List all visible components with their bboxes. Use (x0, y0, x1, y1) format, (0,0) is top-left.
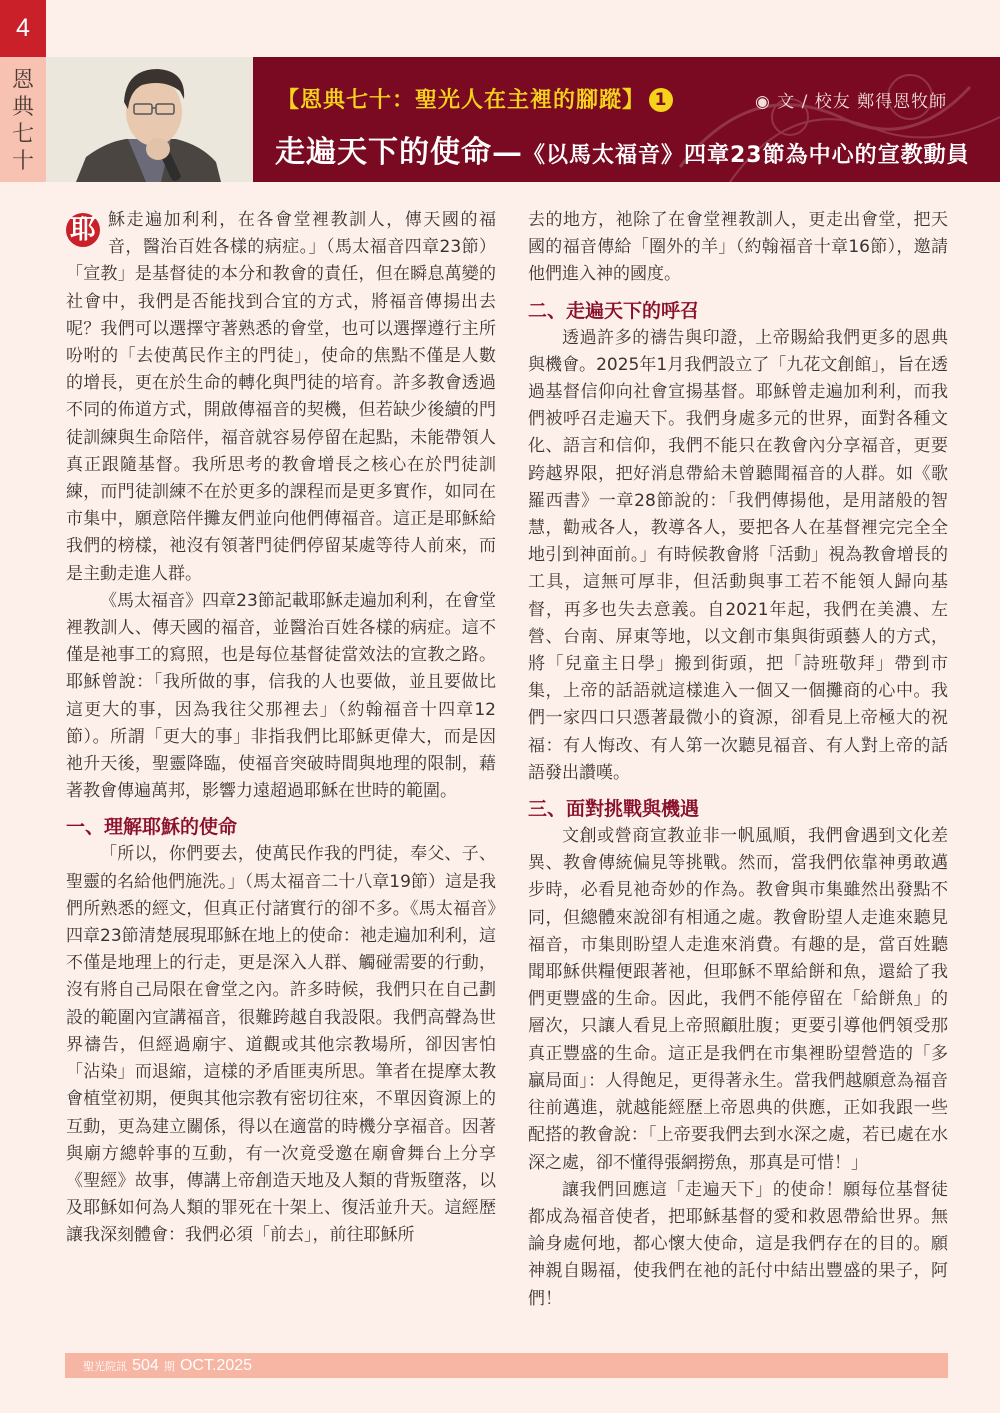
side-tab-char: 七 (11, 122, 34, 147)
side-tab-char: 典 (11, 95, 34, 120)
intro-paragraph (66, 207, 496, 588)
side-tab-char: 十 (11, 149, 34, 174)
paragraph-2: 《馬太福音》四章23節記載耶穌走遍加利利，在會堂裡教訓人、傳天國的福音，並醫治百姓各樣的病症。這不僅是祂事工的寫照，也是每位基督徒當效法的宣教之路。耶穌曾說：「我所做的事，信我的人也要做，並且要做比這更大的事，因為我往父那裡去」（約翰福音十四章12節）。所謂「更大的事」非指我們比耶穌更偉大，而是因祂升天後，聖靈降臨，使福音突破時間與地理的限制，藉著教會傳遍萬邦，影響力遠超過耶穌在世時的範圍。 (66, 590, 496, 802)
article-title-main: 走遍天下的使命— (275, 135, 523, 170)
side-tab-char: 恩 (11, 68, 34, 93)
section-side-tab (0, 57, 46, 182)
section-2-paragraph: 透過許多的禱告與印證，上帝賜給我們更多的恩典與機會。2025年1月我們設立了「九花文創館」，旨在透過基督信仰向社會宣揚基督。耶穌曾走遍加利利，而我們被呼召走遍天下。我們身處多元的世界，面對各種文化、語言和信仰，我們不能只在教會內分享福音，更要跨越界限，把好消息帶給未曾聽聞福音的人群。如《歌羅西書》一章28節說的：「我們傳揚他，是用諸般的智慧，勸戒各人，教導各人，要把各人在基督裡完完全全地引到神面前。」有時候教會將「活動」視為教會增長的工具，這無可厚非，但活動與事工若不能領人歸向基督，再多也失去意義。自2021年起，我們在美濃、左營、台南、屏東等地，以文創市集與街頭藝人的方式，將「兒童主日學」搬到街頭，把「詩班敬拜」帶到市集，上帝的話語就這樣進入一個又一個攤商的心中。我們一家四口只憑著最微小的資源，卻看見上帝極大的祝福：有人悔改、有人第一次聽見福音、有人對上帝的話語發出讚嘆。 (528, 327, 948, 783)
title-banner (253, 57, 1000, 182)
section-3-heading: 三、面對挑戰與機遇 (528, 798, 700, 821)
intro-text: 穌走遍加利利，在各會堂裡教訓人，傳天國的福音，醫治百姓各樣的病症。」（馬太福音四章23節）「宣教」是基督徒的本分和教會的責任，但在瞬息萬變的社會中，我們是否能找到合宜的方式，將福音傳揚出去呢？我們可以選擇守著熟悉的會堂，也可以選擇遵行主所吩咐的「去使萬民作主的門徒」，使命的焦點不僅是人數的增長，更在於生命的轉化與門徒的培育。許多教會透過不同的佈道方式，開啟傳福音的契機，但若缺少後續的門徒訓練與生命陪伴，福音就容易停留在起點，未能帶領人真正跟隨基督。我所思考的教會增長之核心在於門徒訓練，而門徒訓練不在於更多的課程而是更多實作，如同在市集中，願意陪伴攤友們並向他們傳福音。這正是耶穌給我們的榜樣，祂沒有領著門徒們停留某處等待人前來，而是主動走進人群。 (66, 210, 496, 584)
series-title (277, 83, 673, 114)
footer-bar (65, 1353, 948, 1378)
article-title (275, 127, 970, 171)
section-1-heading: 一、理解耶穌的使命 (66, 816, 238, 839)
page-number (0, 0, 46, 57)
section-1-continued: 去的地方，祂除了在會堂裡教訓人，更走出會堂，把天國的福音傳給「圈外的羊」（約翰福音十章16節），邀請他們進入神的國度。 (528, 210, 948, 285)
article-column-left (66, 207, 496, 1250)
article-column-right (528, 207, 948, 1313)
section-2-heading: 二、走遍天下的呼召 (528, 299, 700, 322)
closing-paragraph: 讓我們回應這「走遍天下」的使命！願每位基督徒都成為福音使者，把耶穌基督的愛和救恩帶給世界。無論身處何地，都心懷大使命，這是我們存在的目的。願神親自賜福，使我們在祂的託付中結出豐盛的果子，阿們！ (528, 1179, 948, 1309)
author-portrait-illustration (46, 57, 253, 182)
author-byline: ◉ 文 / 校友 鄭得恩牧師 (755, 92, 948, 112)
issue-date: OCT.2025 (179, 1357, 253, 1374)
section-3-paragraph: 文創或營商宣教並非一帆風順，我們會遇到文化差異、教會傳統偏見等挑戰。然而，當我們依靠神勇敢邁步時，必看見祂奇妙的作為。教會與市集雖然出發點不同，但總體來說卻有相通之處。教會盼望人走進來聽見福音，市集則盼望人走進來消費。有趣的是，當百姓聽聞耶穌供糧便跟著祂，但耶穌不單給餅和魚，還給了我們更豐盛的生命。因此，我們不能停留在「給餅魚」的層次，只讓人看見上帝照顧肚腹；更要引導他們領受那真正豐盛的生命。這正是我們在市集裡盼望營造的「多贏局面」：人得飽足，更得著永生。當我們越願意為福音往前邁進，就越能經歷上帝恩典的供應，正如我跟一些配搭的教會說：「上帝要我們去到水深之處，若已處在水深之處，卻不懂得張網撈魚，那真是可惜！」 (528, 826, 948, 1173)
series-number-badge: 1 (649, 88, 673, 112)
article-title-sub: 《以馬太福音》四章23節為中心的宣教動員 (523, 143, 970, 168)
publication-name: 聖光院訊 (83, 1360, 127, 1373)
footer-issue-info (83, 1355, 252, 1375)
issue-number: 504 (132, 1357, 159, 1374)
issue-suffix: 期 (163, 1360, 175, 1373)
author-photo (46, 57, 253, 182)
page-number-text: 4 (16, 14, 30, 42)
drop-cap: 耶 (66, 213, 100, 247)
series-title-text: 【恩典七十：聖光人在主裡的腳蹤】 (277, 88, 646, 113)
section-1-paragraph: 「所以，你們要去，使萬民作我的門徒，奉父、子、聖靈的名給他們施洗。」（馬太福音二十八章19節）這是我們所熟悉的經文，但真正付諸實行的卻不多。《馬太福音》四章23節清楚展現耶穌在地上的使命：祂走遍加利利，這不僅是地理上的行走，更是深入人群、觸碰需要的行動，沒有將自己局限在會堂之內。許多時候，我們只在自己劃設的範圍內宣講福音，很難跨越自我設限。我們高聲為世界禱告，但經過廟宇、道觀或其他宗教場所，卻因害怕「沾染」而退縮，這樣的矛盾匪夷所思。筆者在提摩太教會植堂初期，便與其他宗教有密切往來，不單因資源上的互動，更為建立關係，得以在適當的時機分享福音。因著與廟方總幹事的互動，有一次竟受邀在廟會舞台上分享《聖經》故事，傳講上帝創造天地及人類的背叛墮落，以及耶穌如何為人類的罪死在十架上、復活並升天。這經歷讓我深刻體會：我們必須「前去」，前往耶穌所 (66, 844, 496, 1246)
